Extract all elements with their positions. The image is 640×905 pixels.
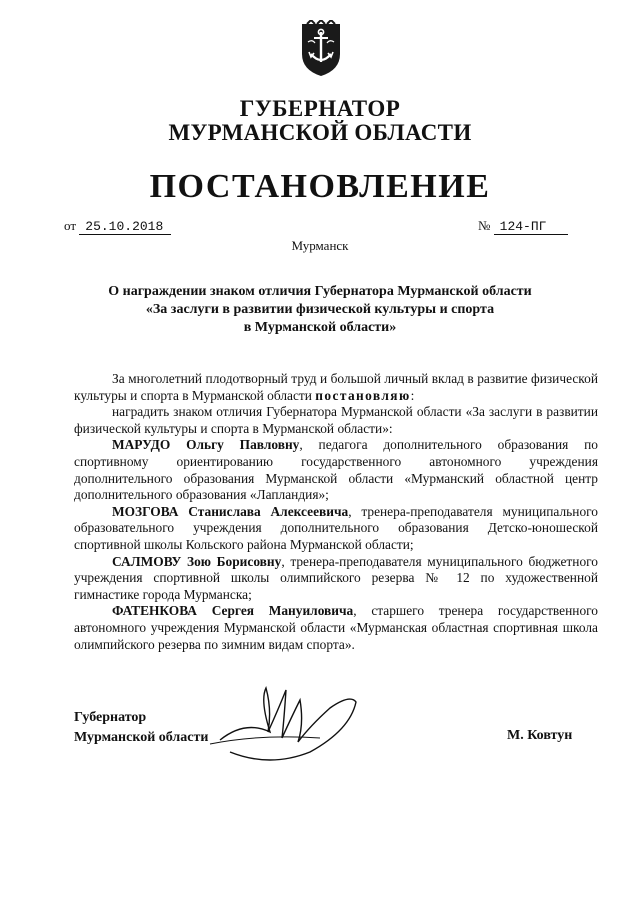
document-number: [478, 218, 568, 235]
subject-line1: О награждении знаком отличия Губернатора Мурманской области: [108, 284, 532, 299]
document-city: Мурманск: [291, 238, 349, 253]
decree-word: постановляю: [315, 387, 411, 403]
awardee-name: ФАТЕНКОВА Сергея Мануиловича: [112, 603, 354, 619]
document-date: [64, 218, 171, 235]
document-subject: [60, 283, 580, 337]
awardee-item: МОЗГОВА Станислава Алексеевича, тренера-преподавателя муниципального образовательного учреждения дополнительного образования Детско-юношеской спортивной школы Кольского района Мурманской области;: [74, 503, 599, 552]
preamble-paragraph: За многолетний плодотворный труд и большой личный вклад в развитие физической культуры и спорта в Мурманской области постановляю:: [74, 371, 598, 403]
date-prefix: от: [64, 218, 77, 233]
signatory-title: Губернатор Мурманской области: [74, 710, 209, 745]
awardee-name: МОЗГОВА Станислава Алексеевича: [112, 503, 349, 519]
date-value: 25.10.2018: [79, 219, 171, 235]
issuer-title-line2: МУРМАНСКОЙ ОБЛАСТИ: [168, 120, 472, 145]
coat-of-arms-icon: [299, 20, 343, 78]
awardee-name: МАРУДО Ольгу Павловну: [112, 437, 300, 453]
awardee-item: ФАТЕНКОВА Сергея Мануиловича, старшего тренера государственного автономного учреждения Мурманской области «Мурманская областная спортивная школа олимпийского резерва по зимним видам спорта».: [74, 603, 598, 652]
number-prefix: №: [478, 218, 491, 233]
document-body: [74, 371, 598, 653]
award-paragraph: наградить знаком отличия Губернатора Мурманской области «За заслуги в развитии физической культуры и спорта в Мурманской области»:: [74, 404, 598, 436]
awardee-item: МАРУДО Ольгу Павловну, педагога дополнительного образования по спортивному ориентированию государственного автономного учреждения дополнительного образования Мурманской области «Мурманский областной центр дополнительного образования «Лапландия»;: [74, 437, 598, 503]
issuer-title-line1: ГУБЕРНАТОР: [239, 96, 401, 121]
number-value: 124-ПГ: [494, 219, 569, 235]
awardee-item: САЛМОВУ Зою Борисовну, тренера-преподавателя муниципального бюджетного учреждения спортивной школы олимпийского резерва № 12 по художественной гимнастике города Мурманска;: [74, 553, 598, 602]
subject-line3: в Мурманской области»: [243, 320, 397, 335]
handwritten-signature: [200, 680, 360, 780]
awardee-name: САЛМОВУ Зою Борисовну: [112, 553, 282, 569]
subject-line2: «За заслуги в развитии физической культуры и спорта: [145, 302, 495, 317]
document-type: ПОСТАНОВЛЕНИЕ: [149, 168, 491, 205]
signatory-name: М. Ковтун: [507, 728, 573, 743]
